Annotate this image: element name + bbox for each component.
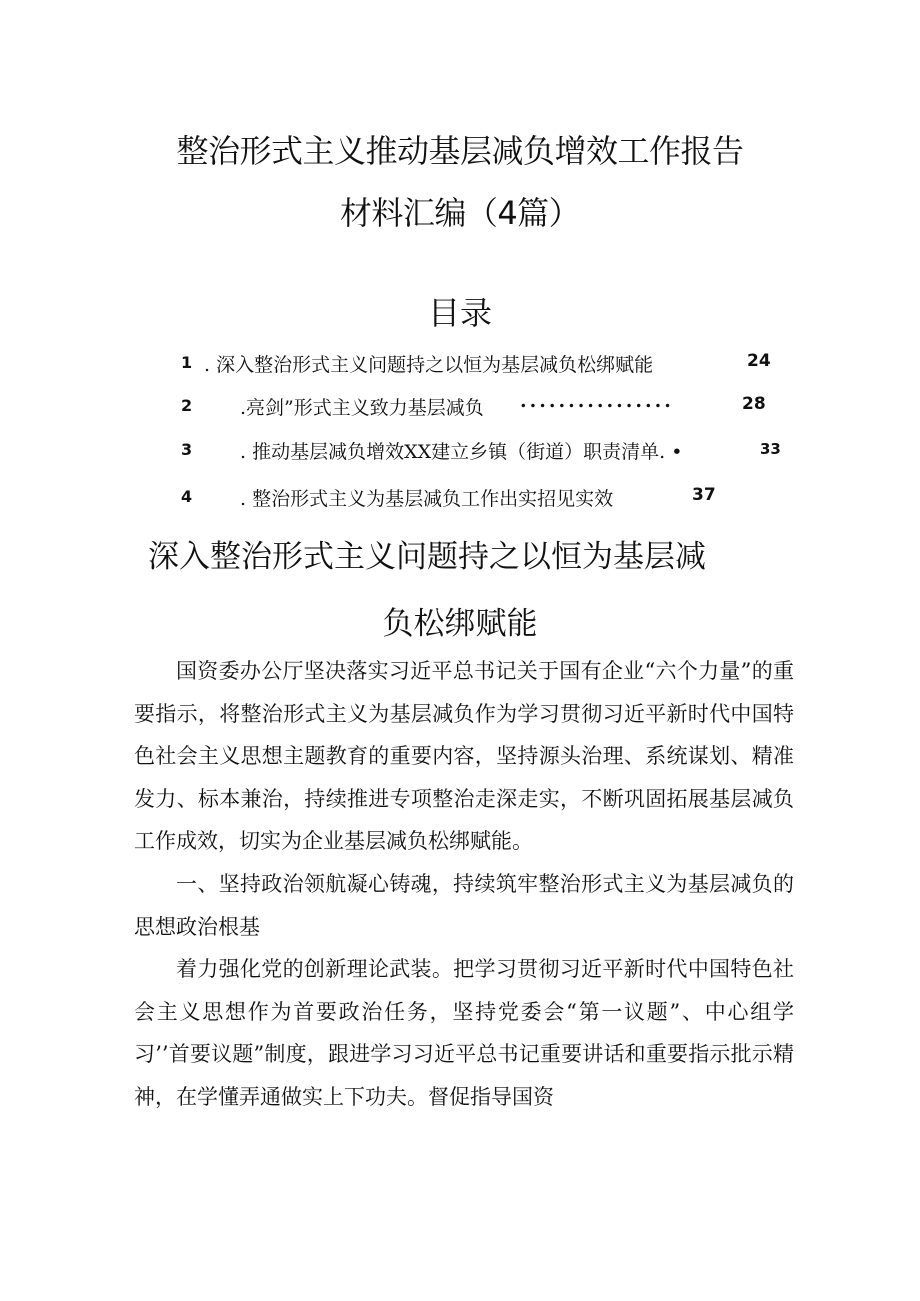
section-heading: 一、坚持政治领航凝心铸魂，持续筑牢整治形式主义为基层减负的思想政治根基 (134, 871, 794, 939)
article-title-line-1: 深入整治形式主义问题持之以恒为基层减 (148, 539, 706, 575)
toc-item-number: 2 (181, 396, 193, 415)
toc-item-number: 4 (181, 487, 193, 506)
toc-item[interactable] (0, 350, 920, 380)
toc-item-number: 1 (181, 353, 193, 372)
toc-item-page: 37 (692, 485, 716, 505)
document-title-line-1: 整治形式主义推动基层减负增效工作报告 (176, 132, 744, 170)
document-title-line-2: 材料汇编（4篇） (339, 194, 581, 232)
toc-item[interactable] (0, 484, 920, 514)
toc-item-leader: ................ (520, 390, 674, 412)
article-title-line-2: 负松绑赋能 (382, 606, 538, 642)
toc-item-number: 3 (181, 440, 193, 459)
body-paragraph: 国资委办公厅坚决落实习近平总书记关于国有企业“六个力量”的重要指示，将整治形式主义为基层减负作为学习贯彻习近平新时代中国特色社会主义思想主题教育的重要内容，坚持源头治理、系统谋划、精准发力、标本兼治，持续推进专项整治走深走实，不断巩固拓展基层减负工作成效，切实为企业基层减负松绑赋能。 (134, 659, 794, 854)
toc-item-text: .亮剑”形式主义致力基层减负 (240, 397, 484, 419)
toc-item[interactable] (0, 390, 920, 423)
toc-item-text: . 整治形式主义为基层减负工作出实招见实效 (240, 488, 614, 510)
toc-item[interactable] (0, 437, 920, 467)
toc-item-text: . 推动基层减负增效XX建立乡镇（街道）职责清单. • (240, 441, 683, 463)
article-body (134, 650, 794, 1119)
toc-item-text: . 深入整治形式主义问题持之以恒为基层减负松绑赋能 (204, 354, 654, 376)
toc-item-page: 28 (742, 394, 766, 414)
toc-heading: 目录 (427, 294, 492, 332)
toc-item-page: 24 (747, 351, 771, 371)
toc-item-page: 33 (760, 440, 781, 458)
body-paragraph: 着力强化党的创新理论武装。把学习贯彻习近平新时代中国特色社会主义思想作为首要政治任务，坚持党委会“第一议题”、中心组学习’’首要议题”制度，跟进学习习近平总书记重要讲话和重要指示批示精神，在学懂弄通做实上下功夫。督促指导国资 (134, 957, 794, 1109)
